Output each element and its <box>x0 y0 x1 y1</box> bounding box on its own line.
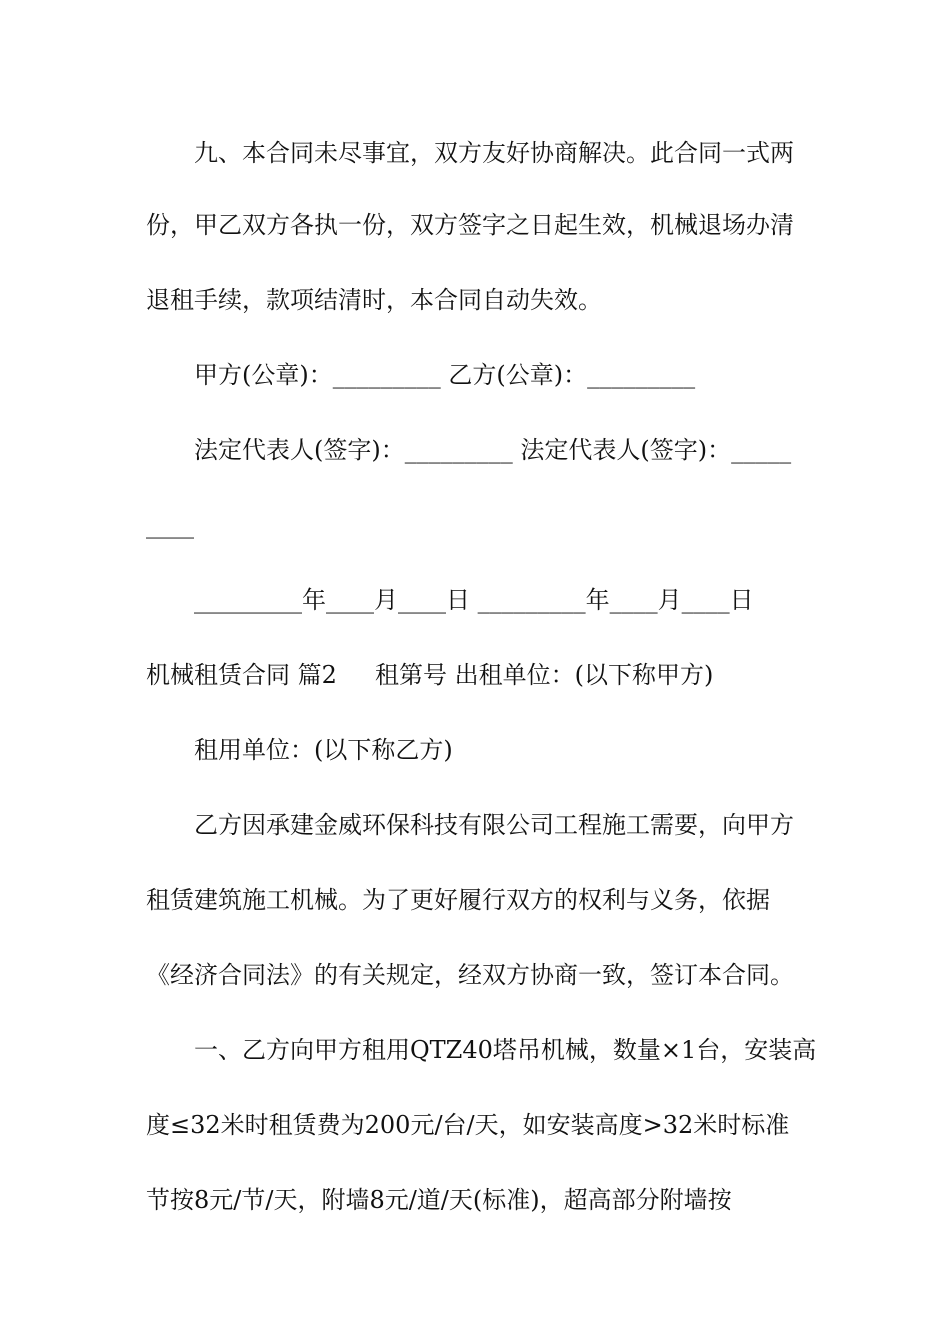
clause-1-line-1: 一、乙方向甲方租用QTZ40塔吊机械，数量×1台，安装高 <box>194 1036 817 1064</box>
contract-title-line: 机械租赁合同 篇2 租第号 出租单位：(以下称甲方) <box>146 661 714 689</box>
lessee-line: 租用单位：(以下称乙方) <box>194 736 453 764</box>
clause-9-line-2: 份，甲乙双方各执一份，双方签字之日起生效，机械退场办清 <box>146 211 794 239</box>
signature-line: 法定代表人(签字)：_________ 法定代表人(签字)：_____ <box>194 436 792 464</box>
signature-line-continued: ____ <box>146 511 194 539</box>
preamble-line-3: 《经济合同法》的有关规定，经双方协商一致，签订本合同。 <box>146 961 794 989</box>
clause-1-line-2: 度≤32米时租赁费为200元/台/天，如安装高度>32米时标准 <box>146 1111 790 1139</box>
clause-9-line-3: 退租手续，款项结清时，本合同自动失效。 <box>146 286 602 314</box>
preamble-line-2: 租赁建筑施工机械。为了更好履行双方的权利与义务，依据 <box>146 886 770 914</box>
clause-9-line-1: 九、本合同未尽事宜，双方友好协商解决。此合同一式两 <box>194 139 794 167</box>
preamble-line-1: 乙方因承建金威环保科技有限公司工程施工需要，向甲方 <box>194 811 794 839</box>
seal-line: 甲方(公章)：_________ 乙方(公章)：_________ <box>194 361 696 389</box>
date-line: _________年____月____日 _________年____月____日 <box>194 586 754 614</box>
clause-1-line-3: 节按8元/节/天，附墙8元/道/天(标准)，超高部分附墙按 <box>146 1186 732 1214</box>
